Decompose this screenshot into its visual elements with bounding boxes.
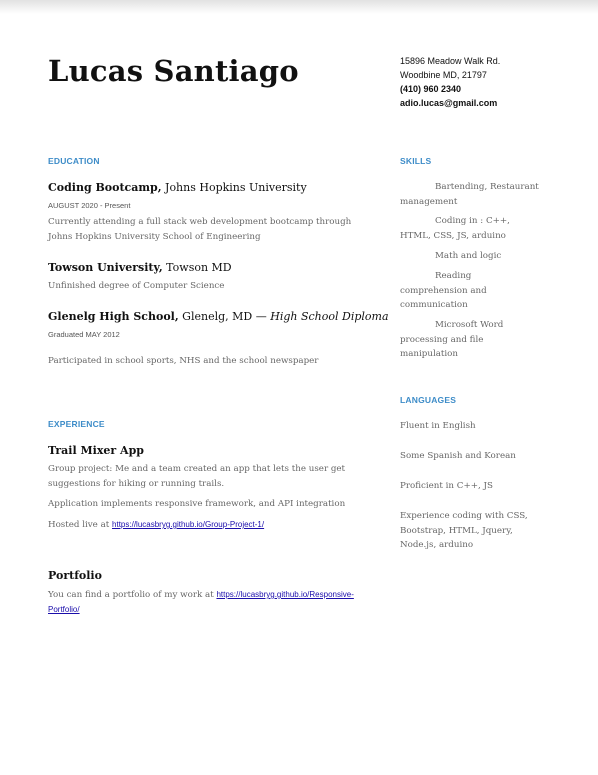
- education-entry-bootcamp: [48, 181, 307, 194]
- email-address: adio.lucas@gmail.com: [400, 98, 498, 108]
- skill-item: Math and logic: [435, 251, 502, 261]
- experience-title-text: Trail Mixer App: [48, 444, 144, 457]
- portfolio-prefix: You can find a portfolio of my work at: [48, 590, 217, 600]
- contact-block: [400, 54, 500, 110]
- education-description: Participated in school sports, NHS and the school newspaper: [48, 356, 319, 366]
- school-place: Glenelg, MD —: [178, 310, 271, 323]
- hosted-link[interactable]: https://lucasbryg.github.io/Group-Project-1/: [112, 520, 265, 529]
- skill-item: Coding in : C++, HTML, CSS, JS, arduino: [400, 216, 510, 241]
- experience-heading: EXPERIENCE: [48, 419, 105, 429]
- phone-number: (410) 960 2340: [400, 84, 462, 94]
- school-name: Glenelg High School,: [48, 310, 179, 323]
- portfolio-title: [48, 569, 102, 582]
- school-place: Johns Hopkins University: [161, 181, 307, 194]
- school-name: Coding Bootcamp,: [48, 181, 162, 194]
- experience-description-2: Application implements responsive framework, and API integration: [48, 499, 346, 509]
- language-item: Some Spanish and Korean: [400, 451, 516, 461]
- portfolio-title-text: Portfolio: [48, 569, 102, 582]
- education-entry-towson: [48, 261, 232, 274]
- education-date: Graduated MAY 2012: [48, 330, 120, 339]
- language-item: Experience coding with CSS, Bootstrap, HTML, Jquery, Node.js, arduino: [400, 511, 528, 550]
- skill-item: Bartending, Restaurant management: [400, 182, 539, 207]
- page-top-shadow: [0, 0, 598, 14]
- education-description: Unfinished degree of Computer Science: [48, 281, 225, 291]
- experience-description: Group project: Me and a team created an app that lets the user get suggestions for hiking or running trails.: [48, 464, 346, 489]
- hosted-prefix: Hosted live at: [48, 520, 113, 530]
- address-line-2: Woodbine MD, 21797: [400, 70, 487, 80]
- skill-item: Microsoft Word processing and file manipulation: [400, 320, 504, 359]
- degree-name: High School Diploma: [270, 310, 389, 323]
- languages-heading: LANGUAGES: [400, 395, 457, 405]
- education-entry-glenelg: [48, 310, 389, 323]
- education-date: AUGUST 2020 - Present: [48, 201, 131, 210]
- address-line-1: 15896 Meadow Walk Rd.: [400, 56, 501, 66]
- school-name: Towson University,: [48, 261, 163, 274]
- education-heading: EDUCATION: [48, 156, 100, 166]
- skill-item: Reading comprehension and communication: [400, 271, 487, 310]
- language-item: Proficient in C++, JS: [400, 481, 493, 491]
- portfolio-link[interactable]: https://lucasbryg.github.io/Responsive-Portfolio/: [48, 590, 354, 614]
- portfolio-line: [48, 588, 363, 617]
- resume-name: Lucas Santiago: [48, 54, 299, 88]
- skills-heading: SKILLS: [400, 156, 432, 166]
- language-item: Fluent in English: [400, 421, 476, 431]
- school-place: Towson MD: [162, 261, 232, 274]
- experience-title: [48, 444, 144, 457]
- education-description: Currently attending a full stack web development bootcamp through Johns Hopkins University School of Engineering: [48, 217, 352, 242]
- hosted-line: [48, 518, 358, 533]
